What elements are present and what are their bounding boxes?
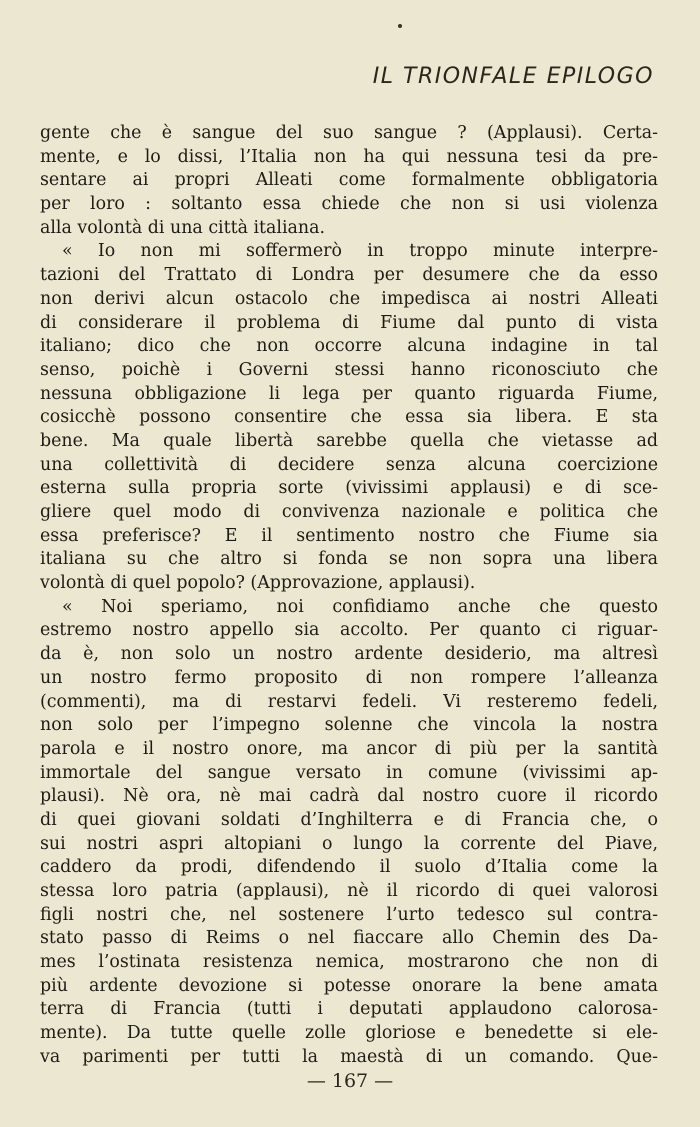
text-line: non derivi alcun ostacolo che impedisca ai nostri Alleati: [40, 288, 658, 309]
text-line: alla volontà di una città italiana.: [40, 217, 326, 238]
text-line: da è, non solo un nostro ardente desiderio, ma altresì: [40, 644, 658, 665]
text-line: di quei giovani soldati d’Inghilterra e di Francia che, o: [40, 809, 658, 830]
text-line: essa preferisce? E il sentimento nostro che Fiume sia: [40, 525, 658, 546]
text-line: stato passo di Reims o nel fiaccare allo Chemin des Da-: [40, 928, 658, 949]
paragraph-start-line: « Noi speriamo, noi confidiamo anche che questo: [62, 596, 658, 617]
text-line: stessa loro patria (applausi), nè il ricordo di quei valorosi: [40, 881, 658, 901]
page-number: — 167 —: [306, 1070, 394, 1092]
body-text: [40, 122, 658, 1070]
text-line: gente che è sangue del suo sangue ? (Applausi). Certa-: [40, 123, 658, 143]
text-line: caddero da prodi, difendendo il suolo d’Italia come la: [40, 857, 658, 878]
text-line: mente, e lo dissi, l’Italia non ha qui nessuna tesi da pre-: [40, 146, 658, 167]
text-line: parola e il nostro onore, ma ancor di più per la santità: [40, 738, 658, 759]
text-line: di considerare il problema di Fiume dal punto di vista: [40, 312, 658, 333]
text-line: sentare ai propri Alleati come formalmente obbligatoria: [40, 170, 658, 191]
text-line: tazioni del Trattato di Londra per desumere che da esso: [40, 265, 658, 286]
text-line: bene. Ma quale libertà sarebbe quella che vietasse ad: [40, 430, 658, 451]
text-line: nessuna obbligazione li lega per quanto riguarda Fiume,: [40, 383, 658, 404]
text-line: per loro : soltanto essa chiede che non si usi violenza: [40, 194, 658, 215]
text-line: va parimenti per tutti la maestà di un comando. Que-: [40, 1046, 658, 1067]
text-line: volontà di quel popolo? (Approvazione, applausi).: [40, 573, 476, 594]
text-line: immortale del sangue versato in comune (vivissimi ap-: [40, 762, 658, 783]
text-line: italiana su che altro si fonda se non sopra una libera: [40, 549, 658, 570]
text-line: cosicchè possono consentire che essa sia libera. E sta: [40, 407, 658, 428]
text-line: non solo per l’impegno solenne che vincola la nostra: [40, 715, 658, 736]
text-line: un nostro fermo proposito di non rompere l’alleanza: [40, 667, 658, 688]
text-line: gliere quel modo di convivenza nazionale e politica che: [40, 502, 658, 522]
text-line: sui nostri aspri altopiani o lungo la corrente del Piave,: [40, 833, 658, 854]
text-line: estremo nostro appello sia accolto. Per quanto ci riguar-: [40, 620, 658, 641]
paragraph-start-line: « Io non mi soffermerò in troppo minute interpre-: [62, 241, 658, 262]
text-line: terra di Francia (tutti i deputati applaudono calorosa-: [40, 999, 658, 1020]
text-line: mente). Da tutte quelle zolle gloriose e benedette si ele-: [40, 1023, 658, 1044]
text-line: senso, poichè i Governi stessi hanno riconosciuto che: [40, 359, 658, 380]
text-line: plausi). Nè ora, nè mai cadrà dal nostro cuore il ricordo: [40, 786, 658, 807]
text-line: una collettività di decidere senza alcuna coercizione: [40, 454, 658, 475]
running-header: IL TRIONFALE EPILOGO: [372, 64, 654, 89]
text-line: più ardente devozione si potesse onorare la bene amata: [40, 975, 658, 996]
text-line: (commenti), ma di restarvi fedeli. Vi resteremo fedeli,: [40, 691, 658, 712]
text-line: figli nostri che, nel sostenere l’urto tedesco sul contra-: [40, 904, 658, 925]
ink-speck: [398, 24, 402, 28]
text-line: mes l’ostinata resistenza nemica, mostrarono che non di: [40, 952, 658, 973]
text-line: esterna sulla propria sorte (vivissimi applausi) e di sce-: [40, 478, 658, 499]
text-line: italiano; dico che non occorre alcuna indagine in tal: [40, 336, 658, 357]
